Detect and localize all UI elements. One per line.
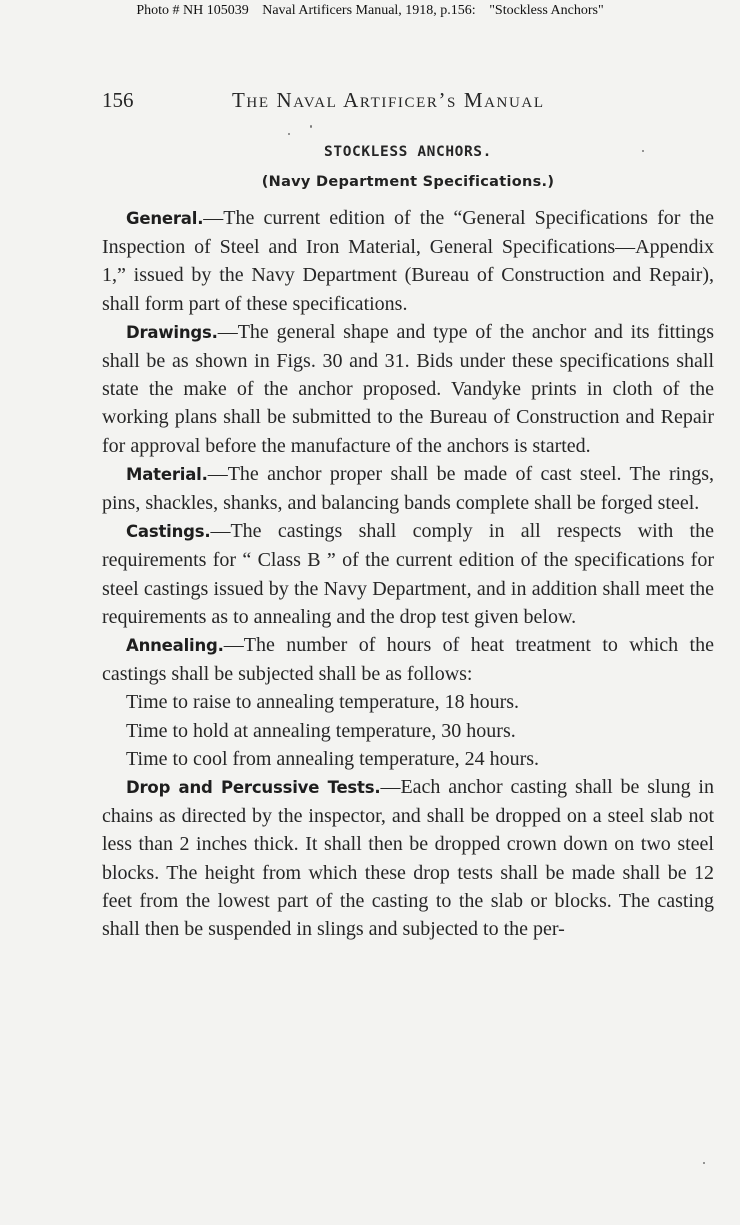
body-text xyxy=(102,204,714,943)
paragraph-heading: Drop and Percussive Tests. xyxy=(126,778,381,798)
paragraph-drop-tests xyxy=(102,773,714,943)
annealing-line-raise: Time to raise to annealing temperature, 18 hours. xyxy=(126,691,520,714)
section-title: STOCKLESS ANCHORS. xyxy=(324,144,492,160)
paragraph-text: —The current edition of the “General Specifications for the Inspection of Steel and Iron Material, General Specifications—Appendix 1,” issued by the Navy Department (Bureau of Construction and Repair), shall form part of these specifications. xyxy=(102,207,714,315)
caption-source: Naval Artificers Manual, 1918, p.156: xyxy=(262,3,476,18)
paragraph-text: —The anchor proper shall be made of cast steel. The rings, pins, shackles, shanks, and balancing bands complete shall be forged steel. xyxy=(102,462,714,515)
paragraph-general xyxy=(102,204,714,318)
annealing-line-hold: Time to hold at annealing temperature, 30 hours. xyxy=(126,719,516,742)
paragraph-heading: Material. xyxy=(126,464,208,484)
paragraph-text: —The general shape and type of the anchor and its fittings shall be as shown in Figs. 30 and 31. Bids under these specifications shall state the make of the anchor proposed. Vandyke prints in cloth of the working plans shall be submitted to the Bureau of Construction and Repair for approval before the manufacture of the anchors is started. xyxy=(102,320,714,457)
paragraph-heading: General. xyxy=(126,209,204,228)
paragraph-material xyxy=(102,460,714,517)
paragraph-annealing xyxy=(102,631,714,688)
paragraph-text: —Each anchor casting shall be slung in chains as directed by the inspector, and shall be dropped on a steel slab not less than 2 inches thick. It shall then be dropped crown down on two steel blocks. The height from which these drop tests shall be made shall be 12 feet from the lowest part of the casting to the slab or blocks. The casting shall then be suspended in slings and subjected to the per- xyxy=(102,776,714,941)
caption-subject: "Stockless Anchors" xyxy=(489,3,604,18)
caption-photo-id: Photo # NH 105039 xyxy=(136,3,249,18)
paper-speck xyxy=(703,1162,705,1164)
annealing-line-cool: Time to cool from annealing temperature, 24 hours. xyxy=(126,747,540,770)
paragraph-heading: Castings. xyxy=(126,522,211,542)
photo-caption xyxy=(0,3,740,19)
page-header xyxy=(102,88,714,116)
paper-speck xyxy=(642,150,644,152)
paper-speck xyxy=(310,125,312,128)
paragraph-heading: Annealing. xyxy=(126,636,224,656)
paragraph-text: —The castings shall comply in all respects with the requirements for “ Class B ” of the current edition of the specifications for steel castings issued by the Navy Department, and in addition shall meet the requirements as to annealing and the drop test given below. xyxy=(102,520,714,628)
section-subtitle: (Navy Department Specifications.) xyxy=(261,174,555,190)
paper-speck xyxy=(288,133,290,135)
paragraph-castings xyxy=(102,517,714,631)
page-number: 156 xyxy=(102,88,134,112)
paragraph-drawings xyxy=(102,318,714,460)
running-title: The Naval Artificer’s Manual xyxy=(232,88,545,112)
paragraph-text: —The number of hours of heat treatment to which the castings shall be subjected shall be as follows: xyxy=(102,634,714,686)
paragraph-heading: Drawings. xyxy=(126,322,218,342)
